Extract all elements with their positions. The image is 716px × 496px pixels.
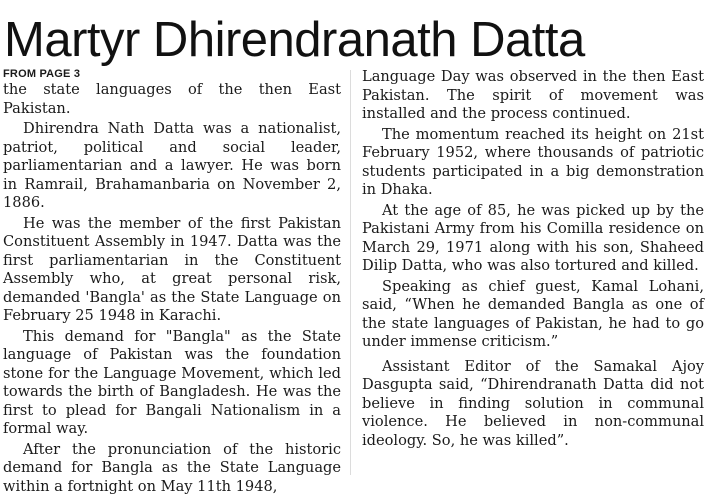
headline: Martyr Dhirendranath Datta <box>4 10 585 70</box>
paragraph: Dhirendra Nath Datta was a nationalist, patriot, political and social leader, parliamentarian and a lawyer. He was born in Ramrail, Brahamanbaria on November 2, 1886. <box>3 120 341 213</box>
paragraph: Speaking as chief guest, Kamal Lohani, said, “When he demanded Bangla as one of the state languages of Pakistan, he had to go under immense criticism.” <box>362 278 704 352</box>
continued-from-label: FROM PAGE 3 <box>3 68 341 81</box>
paragraph: He was the member of the first Pakistan Constituent Assembly in 1947. Datta was the first parliamentarian in the Constituent Assembly who, at great personal risk, demanded 'Bangla' as the State Language on February 25 1948 in Karachi. <box>3 215 341 326</box>
paragraph: After the pronunciation of the historic demand for Bangla as the State Language within a fortnight on May 11th 1948, <box>3 441 341 496</box>
paragraph: The momentum reached its height on 21st February 1952, where thousands of patriotic students participated in a big demonstration in Dhaka. <box>362 126 704 200</box>
paragraph: Assistant Editor of the Samakal Ajoy Dasgupta said, “Dhirendranath Datta did not believe in finding solution in communal violence. He believed in non-communal ideology. So, he was killed”. <box>362 358 704 451</box>
left-column <box>3 68 341 496</box>
column-divider <box>350 70 351 475</box>
paragraph: the state languages of the then East Pakistan. <box>3 81 341 118</box>
paragraph: This demand for "Bangla" as the State language of Pakistan was the foundation stone for the Language Movement, which led towards the birth of Bangladesh. He was the first to plead for Bangali Nationalism in a formal way. <box>3 328 341 439</box>
paragraph: Language Day was observed in the then East Pakistan. The spirit of movement was installed and the process continued. <box>362 68 704 124</box>
right-column <box>362 68 704 450</box>
paragraph: At the age of 85, he was picked up by the Pakistani Army from his Comilla residence on March 29, 1971 along with his son, Shaheed Dilip Datta, who was also tortured and killed. <box>362 202 704 276</box>
